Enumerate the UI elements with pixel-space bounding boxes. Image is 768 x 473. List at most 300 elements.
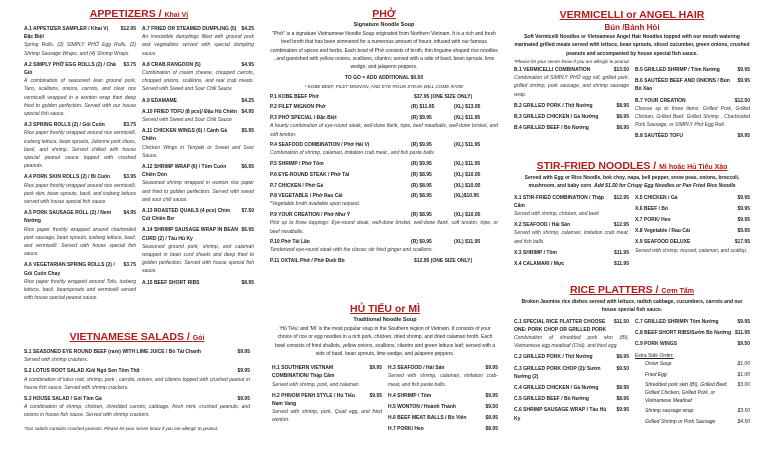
menu-item-price: $6.95 — [241, 227, 254, 234]
vermicelli-note: *Please let your server know if you are allergic to peanut. — [514, 58, 630, 64]
menu-item-price: $9.50 — [485, 404, 498, 410]
menu-item — [514, 113, 629, 121]
menu-item-row — [514, 406, 629, 422]
menu-item-name: C.7 GRILLED SHRIMP/ Tôm Nướng — [635, 318, 719, 325]
pho-item-desc: *Vegetable broth available upon request. — [270, 201, 361, 208]
menu-item-price: $9.95 — [616, 407, 629, 414]
menu-item-row — [142, 127, 254, 143]
menu-item-price: $9.95 — [737, 228, 750, 235]
menu-item-name: X.7 PORK/ Heo — [635, 217, 671, 223]
pho-togo: TO GO = ADD ADDITIONAL $0.50 — [344, 75, 424, 82]
pho-item-price: $12.95 (ONE SIZE ONLY) — [414, 258, 473, 265]
menu-item-row — [388, 414, 498, 422]
menu-item — [388, 364, 498, 389]
pho-list — [270, 93, 498, 266]
menu-item-row — [272, 364, 382, 380]
menu-item-name: X.5 CHICKEN / Gà — [635, 194, 678, 201]
menu-item-row — [514, 124, 629, 132]
pho-item-row — [270, 211, 498, 219]
menu-item — [514, 384, 629, 392]
vermicelli-section — [514, 9, 750, 144]
pho-item-name: P.3 PHỞ SPECIAL / Đặc Biệt — [270, 115, 337, 122]
pho-item-price-xl: (XL) $10.95 — [454, 171, 481, 178]
menu-item — [388, 414, 498, 422]
menu-item-price: $6.95 — [241, 164, 254, 171]
menu-item — [635, 77, 750, 93]
pho-item-price-regular: (R) $9.95 — [411, 239, 432, 246]
menu-item-name: C.6 SHRIMP SAUSAGE WRAP / Tàu Hủ Ky — [514, 407, 607, 422]
hutieu-title: HỦ TIẾU or MÌ — [350, 303, 420, 315]
appetizers-title: APPETIZERS / Khai Vị — [89, 8, 189, 20]
menu-item-name: A.1 APPETIZER SAMPLER / Khai Vị Đặc Biệt — [24, 26, 108, 41]
menu-item-price: $9.95 — [737, 217, 750, 223]
menu-item-row — [635, 77, 750, 93]
menu-item — [635, 340, 750, 348]
pho-item-name: P.5 SHRIMP / Phở Tôm — [270, 161, 324, 168]
menu-item-price: $8.95 — [616, 102, 629, 109]
menu-item-name: H.6 BEEF MEAT BALLS / Bò Viên — [388, 415, 467, 422]
menu-item-desc: Served with shrimp, chicken, and beef. — [514, 211, 600, 217]
menu-item-price: $12.50 — [734, 97, 750, 104]
vermicelli-subtitle: Bún /Bánh Hỏi — [604, 23, 660, 32]
menu-item-price: $3.95 — [123, 174, 136, 181]
extra-item-name: Shredded pork skin (Bì), Grilled Beef, Grilled Chicken, Grilled Pork, or Vietnamese Meatloaf — [645, 381, 728, 405]
menu-item-row — [24, 61, 136, 77]
menu-item-price: $11.95 — [734, 329, 750, 336]
menu-item-row — [142, 108, 254, 116]
menu-item — [24, 61, 136, 118]
menu-item-price: $9.95 — [737, 133, 750, 140]
menu-item-desc: Served with shrimp, calamari, imitation crab meat, and fish balls. — [514, 230, 629, 245]
menu-item-row — [24, 395, 250, 403]
menu-item — [142, 279, 254, 287]
menu-item-price: $3.75 — [123, 61, 136, 68]
extra-item — [635, 381, 750, 406]
menu-item-name: A.3 SPRING ROLLS (2) / Gỏi Cuốn — [24, 122, 105, 129]
menu-item-price: $9.95 — [737, 194, 750, 201]
menu-item — [635, 194, 750, 202]
pho-item-row — [270, 114, 498, 122]
menu-item-name: X.6 BEEF / Bò — [635, 205, 669, 212]
menu-item-row — [142, 279, 254, 287]
menu-item-row — [635, 194, 750, 202]
menu-item-price: $4.95 — [123, 210, 136, 217]
menu-item-price: $12.95 — [613, 194, 629, 201]
rice-left-column — [514, 318, 629, 428]
menu-item-desc: Rice paper freshly wrapped around Tofu, iceberg lettuce, basil, beansprouts and vermicelli served with house special peanut sauce. — [24, 278, 136, 302]
menu-item-name: C.4 GRILLED CHICKEN / Gà Nướng — [514, 385, 599, 392]
menu-item-price: $3.75 — [123, 262, 136, 269]
menu-item-row — [24, 367, 250, 375]
extra-item-name: Fried Egg — [645, 371, 667, 378]
pho-item-name: P.4 SEAFOOD COMBINATION / Phở Hải Vị — [270, 142, 370, 149]
menu-item-row — [514, 249, 629, 257]
menu-item — [24, 121, 136, 170]
menu-item-name: B.2 GRILLED PORK / Thịt Nướng — [514, 102, 593, 109]
menu-item-price: $9.95 — [737, 318, 750, 325]
menu-item — [142, 207, 254, 223]
pho-item-desc: Tenderized eye-round steak with the classic stir fried ginger and scallions. — [270, 247, 433, 254]
menu-item-price: $9.50 — [616, 365, 629, 372]
hutieu-right-column — [388, 364, 498, 436]
rice-right-column — [635, 318, 750, 349]
menu-item — [635, 227, 750, 235]
menu-item-price: $7.50 — [241, 208, 254, 215]
appetizers-left-column — [24, 25, 136, 306]
menu-item-name: A.14 SHRIMP SAUSAGE WRAP IN BEAN CURD (2) / Tàu Hủ Ky — [142, 227, 238, 242]
menu-item-name: A.10 FRIED TOFU (8 pcs)/ Đậu Hủ Chiên — [142, 108, 237, 115]
menu-item-desc: Served with shrimp, calamari, imitation crab-meat, and fish paste balls. — [388, 373, 498, 388]
menu-item-price: $5.95 — [241, 128, 254, 135]
pho-item-price-xl: (XL)$10.95 — [454, 193, 480, 200]
menu-item-row — [514, 365, 629, 381]
rice-section — [514, 284, 750, 428]
menu-item-desc: Served with shrimp, mussel, calamari, and scallop. — [635, 247, 748, 254]
pho-item-row — [270, 160, 498, 168]
menu-item — [388, 403, 498, 411]
pho-item-name: P.1 KOBE BEEF Phở — [270, 93, 319, 100]
menu-item — [514, 194, 629, 219]
menu-item-price: $4.25 — [241, 97, 254, 104]
menu-item-row — [635, 205, 750, 213]
menu-item — [514, 260, 629, 268]
pho-item-price-xl: (XL) $13.95 — [454, 104, 481, 111]
pho-item-row — [270, 171, 498, 179]
pho-item-price: $37.95 (ONE SIZE ONLY) — [414, 93, 473, 100]
menu-item-name: C.8 BEEF SHORT RIBS/Sườn Bò Nướng — [635, 329, 732, 336]
menu-item — [635, 97, 750, 130]
menu-item-desc: Served with shrimp, pork, Quail egg, and fried wonton. — [272, 409, 382, 424]
pho-item-desc: Combination of shrimp, calamari, imitation crab meat , and fish paste balls. — [270, 150, 436, 157]
hutieu-section — [272, 303, 498, 437]
menu-item-price: $9.95 — [237, 396, 250, 403]
extra-item — [635, 371, 750, 379]
menu-item-name: C.2 GRILLED PORK / Thịt Nướng — [514, 354, 593, 361]
stirfried-right-column — [635, 194, 750, 272]
menu-item-row — [514, 66, 629, 74]
menu-item-price: $9.95 — [237, 349, 250, 355]
menu-item-name: S.1 SEASONED EYE ROUND BEEF (rare) WITH LIME JUICE / Bò Tái Chanh — [24, 349, 201, 355]
menu-item-price: $11.95 — [613, 249, 629, 256]
pho-item-name: P.11 OXTAIL Phở / Phở Đuôi Bò — [270, 258, 345, 265]
pho-item-row — [270, 141, 498, 149]
menu-item — [635, 329, 750, 337]
menu-item-price: $8.95 — [616, 385, 629, 392]
stirfried-section — [514, 160, 750, 271]
menu-item-desc: Served with Sweet and Sour Chili Sauce — [142, 117, 232, 124]
extra-item-price: $4.50 — [737, 418, 750, 425]
menu-item-price: $11.95 — [613, 261, 629, 268]
menu-item-row — [388, 425, 498, 433]
menu-item-price: $9.95 — [237, 368, 250, 375]
pho-item — [270, 160, 498, 168]
menu-item — [24, 25, 136, 58]
salads-list — [24, 348, 250, 420]
menu-item-price: $9.95 — [369, 365, 382, 372]
menu-item-row — [24, 209, 136, 225]
salads-note: *Our salads contains crushed peanuts. Please let your server know if you are allergic to peanut. — [24, 425, 219, 431]
pho-item-price-regular: (R) $8.95 — [411, 182, 432, 189]
menu-item-row — [272, 392, 382, 408]
menu-item-row — [24, 121, 136, 129]
menu-item-row — [388, 364, 498, 372]
stirfried-left-column — [514, 194, 629, 272]
menu-item-name: X.8 Vegetable / Rau Cải — [635, 228, 691, 235]
stirfried-intro: Served with Egg or Rice Noodle, bok choy, napa, bell pepper, snow peas, onions, broccoli, mushroom, and baby corn Add $1.50 for Crispy Egg Noodles or Pan Fried Rice Noodle — [524, 175, 740, 190]
menu-item — [514, 395, 629, 403]
menu-item-desc: A combination of shrimp, chicken, shredded carrots, cabbage, fresh mint, crushed peanuts, and onions in house fish sauce. Served with shrimp crackers. — [24, 404, 250, 419]
menu-item-desc: Seasoned ground pork, shrimp, and calamari wrapped in bean curd sheets and deep fried to golden perfection. Served with house special fish sauce. — [142, 243, 254, 275]
menu-item-row — [514, 194, 629, 210]
stirfried-title: STIR-FRIED NOODLES / Mì hoặc Hủ Tiếu Xào — [536, 160, 728, 172]
menu-item-name: X.9 SEAFOOD DELUXE — [635, 239, 691, 246]
menu-item-name: A.11 CHICKEN WINGS (6) / Cánh Gà Chiên — [142, 128, 228, 143]
menu-item-desc: A combination of seasoned lean ground pork, Taro, scallions, onions, carrots, and clear rice vermicelli wrapped in a wonton wrap then deep fried to golden perfection. Served with our house special fish sauce. — [24, 78, 136, 118]
menu-item-name: B.8 SAUTÉED TOFU — [635, 133, 683, 140]
extra-item-price: $1.00 — [737, 361, 750, 368]
menu-item-name: B.3 GRILLED CHICKEN / Gà Nướng — [514, 113, 599, 120]
vermicelli-right-column — [635, 66, 750, 144]
menu-item-name: H.5 WONTON / Hoành Thánh — [388, 404, 456, 410]
menu-item-desc: Spring Rolls, (2) SIMPLY PHỞ Egg Rolls, (2) Shrimp Sausage Wraps, and (4) Shrimp Wraps — [24, 42, 136, 57]
menu-item-name: A.2 SIMPLY PHỞ EGG ROLLS (2) / Chả Giò — [24, 61, 116, 77]
extra-item-name: Shrimp sausage wrap — [645, 408, 694, 415]
menu-item-row — [635, 216, 750, 224]
menu-item-row — [635, 66, 750, 74]
pho-item-price-regular: (R) $11.95 — [411, 104, 435, 111]
menu-item-desc: An irresistible dumplings filled with ground pork and vegetables served with special dumpling sauce. — [142, 34, 254, 57]
pho-item-row — [270, 238, 498, 246]
pho-item-price-xl: (XL) $11.95 — [454, 161, 481, 168]
menu-item-desc: Served with shrimp crackers. — [24, 357, 89, 364]
menu-item-desc: Combination of shredded pork skin (Bì), Vietnamese egg meatloaf (Chả), and fried egg. — [514, 335, 629, 350]
menu-item-name: A.5 PORK SAUSAGE ROLL (2) / Nem Nướng — [24, 210, 112, 225]
menu-item-desc: Seasoned shrimp wrapped in wonton rice paper and fried to golden perfection. Served with sweet and sour chili sauce. — [142, 180, 254, 203]
menu-item — [24, 173, 136, 206]
pho-item-price-xl: (XL) $11.95 — [454, 239, 481, 246]
menu-item-row — [635, 238, 750, 246]
menu-item-desc: Choose up to three items: Grilled Pork, Grilled Chicken, Grilled Beef, Grilled Shrimp , Charbroiled Pork Sausage, or SIMPLY Phở Egg Roll. — [635, 105, 750, 129]
menu-item-price: $9.50 — [737, 341, 750, 347]
menu-item-name: C.9 PORK WINGS — [635, 341, 677, 347]
pho-subtitle: Signature Noodle Soup — [353, 22, 415, 28]
menu-item-name: B.7 YOUR CREATION — [635, 97, 686, 104]
menu-item-name: A.12 SHRIMP WRAP (6) / Tôm Cuốn Chiên Dòn — [142, 164, 227, 179]
pho-item — [270, 103, 498, 111]
menu-item-name: X.3 SHRIMP / Tôm — [514, 249, 557, 256]
menu-item — [635, 238, 750, 254]
pho-item-price-regular: (R) $9.95 — [411, 161, 432, 168]
pho-section — [270, 8, 498, 268]
vermicelli-left-column — [514, 66, 629, 144]
pho-item — [270, 192, 498, 208]
pho-item-row — [270, 192, 498, 200]
extra-item-price: $1.00 — [737, 371, 750, 378]
menu-item — [514, 102, 629, 110]
menu-item-name: A.4 PORK SKIN ROLLS (2) / Bì Cuốn — [24, 174, 111, 181]
pho-item — [270, 257, 498, 265]
menu-item-row — [142, 163, 254, 179]
menu-item-row — [635, 227, 750, 235]
menu-item-row — [514, 318, 629, 334]
pho-item — [270, 141, 498, 157]
hutieu-left-column — [272, 364, 382, 436]
menu-item-price: $12.95 — [613, 222, 629, 229]
menu-item — [142, 61, 254, 94]
menu-item-price: $9.95 — [737, 205, 750, 212]
menu-item — [635, 318, 750, 326]
pho-item-name: P.9 YOUR CREATION / Phở Như Ý — [270, 212, 351, 219]
menu-item — [514, 365, 629, 381]
menu-item-desc: Combination of cream cheese, chopped carrots, chopped onions, scallions, and real crab meats. Served with Sweet and Sour Chili Sauce — [142, 70, 254, 93]
menu-item — [635, 66, 750, 74]
menu-item-price: $11.50 — [613, 318, 629, 325]
menu-item — [142, 108, 254, 124]
menu-item-name: H.7 PORK/ Heo — [388, 426, 424, 433]
menu-item — [272, 392, 382, 425]
pho-item-name: P.10 Phở Tái Lăn — [270, 239, 310, 246]
menu-item-name: H.1 SOUTHERN VIETNAM COMBINATION/ Thập Cẩm — [272, 365, 335, 380]
pho-item-row — [270, 93, 498, 101]
salads-section — [24, 331, 250, 433]
menu-item-row — [514, 221, 629, 229]
menu-item-row — [514, 384, 629, 392]
menu-item-price: $8.95 — [485, 426, 498, 433]
menu-item-row — [24, 25, 136, 41]
menu-item-row — [635, 132, 750, 140]
pho-title: PHỞ — [372, 8, 396, 20]
menu-item — [142, 226, 254, 275]
menu-item-desc: Rice paper freshly wrapped around rice vermicelli, pork skin, bean sprouts, basil, and iceberg lettuce served with house special fish sauce. — [24, 182, 136, 206]
pho-item-name: P.6 EYE-ROUND STEAK / Phở Tái — [270, 171, 350, 178]
menu-item — [514, 406, 629, 422]
menu-item-desc: Chicken Wings in Teriyaki or Sweet and Sour Sauce. — [142, 144, 254, 159]
menu-item — [635, 205, 750, 213]
menu-item-row — [142, 25, 254, 33]
menu-item-row — [24, 261, 136, 277]
menu-item — [635, 132, 750, 140]
pho-item-price-xl: (XL) $11.95 — [454, 142, 481, 149]
extras-list — [635, 360, 750, 425]
extra-item — [635, 360, 750, 368]
menu-item-name: X.4 CALAMARI / Mực — [514, 261, 565, 268]
menu-item-price: $9.95 — [485, 365, 498, 372]
menu-item-name: H.3 SEAFOOD / Hải Sản — [388, 365, 445, 372]
menu-item-price: $8.95 — [241, 279, 254, 286]
menu-item — [514, 66, 629, 99]
menu-item-name: C.3 GRILLED PORK CHOP (2)/ Sườn Nướng (2) — [514, 365, 601, 380]
vermicelli-intro: Soft Vermicelli Noodles or Vietnamese Angel Hair Noodles topped with our mouth watering marinated grilled meats served with lettuce, bean sprouts, sliced cucumber, green onions, crushed peanuts and accompanied by house special fish sauce. — [514, 34, 750, 57]
menu-item-price: $3.75 — [123, 122, 136, 129]
menu-item-desc: Rice paper freshly wrapped around charbroiled pork sausage, bean sprouts, iceberg lettuce, basil, and vermicelli. Served with house special fish sauce. — [24, 226, 136, 258]
menu-item-name: A.13 ROASTED QUAILS (4 pcs) Chim Cút Chiên Bơ — [142, 208, 231, 223]
menu-item-row — [142, 207, 254, 223]
menu-item — [142, 127, 254, 160]
menu-item-desc: Served with shrimp, pork, and calamari. — [272, 381, 360, 388]
extra-item — [635, 418, 750, 426]
menu-item-price: $4.25 — [241, 26, 254, 32]
extra-item-name: Grilled Shrimp or Pork Sausage — [645, 418, 716, 425]
menu-item-price: $8.95 — [616, 113, 629, 120]
pho-item-name: P.2 FILET MIGNON Phở — [270, 104, 326, 111]
menu-item-row — [514, 102, 629, 110]
menu-item-price: $4.95 — [241, 61, 254, 68]
pho-item-price-regular: (R) $8.95 — [411, 171, 432, 178]
menu-item-name: A.8 CRAB RANGOON (5) — [142, 61, 201, 68]
pho-rare-note: * KOBE BEEF, FILET MIGNON, AND EYE-ROUN STEAK WILL COME RARE — [304, 83, 464, 89]
pho-item — [270, 171, 498, 179]
pho-item — [270, 114, 498, 139]
menu-item-price: $8.95 — [616, 396, 629, 403]
pho-intro: "Phở" is a signature Vietnamese Noodle Soup originated from Northern Vietnam. It is a rich and fresh beef broth that has been simmered for a numerous amount of hours; infused with our famous combination of spices and herbs. Each bowl of Phở consists of broth, thin linguine-shaped rice noodles , and garnished with yellow onions, scallions, cilantro; served with a side of basil, bean sprouts, lime wedge, and jalapeno peppers. — [270, 31, 498, 71]
menu-item — [272, 364, 382, 389]
menu-item — [635, 216, 750, 224]
menu-item-row — [24, 348, 250, 356]
pho-item-row — [270, 103, 498, 111]
rice-title: RICE PLATTERS / Cơm Tấm — [570, 284, 694, 296]
menu-item-row — [388, 392, 498, 400]
menu-item-name: B.1 VERMICELLI COMBINATION — [514, 66, 591, 73]
pho-item-name: P.8 VEGETABLE / Phở Rau Cải — [270, 193, 343, 200]
menu-item — [514, 318, 629, 351]
menu-item-row — [635, 329, 750, 337]
menu-item-name: A.6 VEGETARIAN SPRING ROLLS (2) / Gỏi Cuốn Chay — [24, 262, 115, 277]
menu-item-name: X.1 STIR-FRIED COMBINATION / Thập Cẩm — [514, 194, 604, 209]
pho-item-price-xl: (XL) $11.95 — [454, 115, 481, 122]
menu-item-desc: A combination of lotus root, shrimp, pork , carrots, onions, and cilantro topped with crushed peanut in house fish sauce. Served with shrimp crackers. — [24, 376, 250, 391]
menu-item-name: B.5 GRILLED SHRIMP / Tôm Nướng — [635, 66, 720, 73]
menu-item — [388, 425, 498, 433]
menu-item-price: $8.95 — [616, 354, 629, 361]
menu-item-name: X.2 SEAFOOD / Hải Sản — [514, 222, 571, 229]
menu-item-row — [388, 403, 498, 411]
pho-item-name: P.7 CHICKEN / Phở Gà — [270, 182, 324, 189]
menu-item-desc: Combination of SIMPLY PHỞ egg roll, grilled pork, grilled shrimp, pork sausage, and shrimp sausage wrap. — [514, 75, 629, 98]
menu-item-row — [24, 173, 136, 181]
menu-item-price: $9.95 — [737, 66, 750, 73]
menu-item-price: $12.95 — [120, 26, 136, 32]
appetizers-section — [24, 8, 254, 306]
menu-item-row — [514, 395, 629, 403]
rice-intro: Broken Jasmine rice dishes served with lettuce, radish cabbage, cucumbers, carrots and our house special fish sauce. — [521, 299, 743, 314]
pho-item-row — [270, 257, 498, 265]
menu-item-row — [514, 260, 629, 268]
menu-item — [514, 353, 629, 361]
menu-item-row — [514, 113, 629, 121]
pho-item-price-regular: (R) $8.95 — [411, 193, 432, 200]
menu-item-name: B.4 GRILLED BEEF / Bò Nướng — [514, 125, 589, 132]
menu-item-price: $8.95 — [616, 125, 629, 132]
pho-item-row — [270, 182, 498, 190]
menu-item-price: $17.95 — [734, 239, 750, 246]
menu-item-name: S.3 HOUSE SALAD / Gỏi Tôm Gà — [24, 396, 102, 403]
menu-item — [142, 97, 254, 105]
menu-item-row — [142, 226, 254, 242]
extra-item-price: $3.00 — [737, 381, 750, 388]
menu-item — [24, 261, 136, 302]
extra-item — [635, 407, 750, 415]
menu-item — [514, 124, 629, 132]
menu-item — [142, 25, 254, 58]
appetizers-right-column — [142, 25, 254, 306]
menu-item — [24, 367, 250, 392]
pho-item-price-xl: (XL) $10.95 — [454, 212, 481, 219]
pho-item — [270, 211, 498, 236]
menu-item-row — [514, 353, 629, 361]
menu-item-row — [635, 97, 750, 105]
vermicelli-title: VERMICELLI or ANGEL HAIR — [559, 9, 705, 21]
pho-item-price-regular: (R) $8.95 — [411, 212, 432, 219]
